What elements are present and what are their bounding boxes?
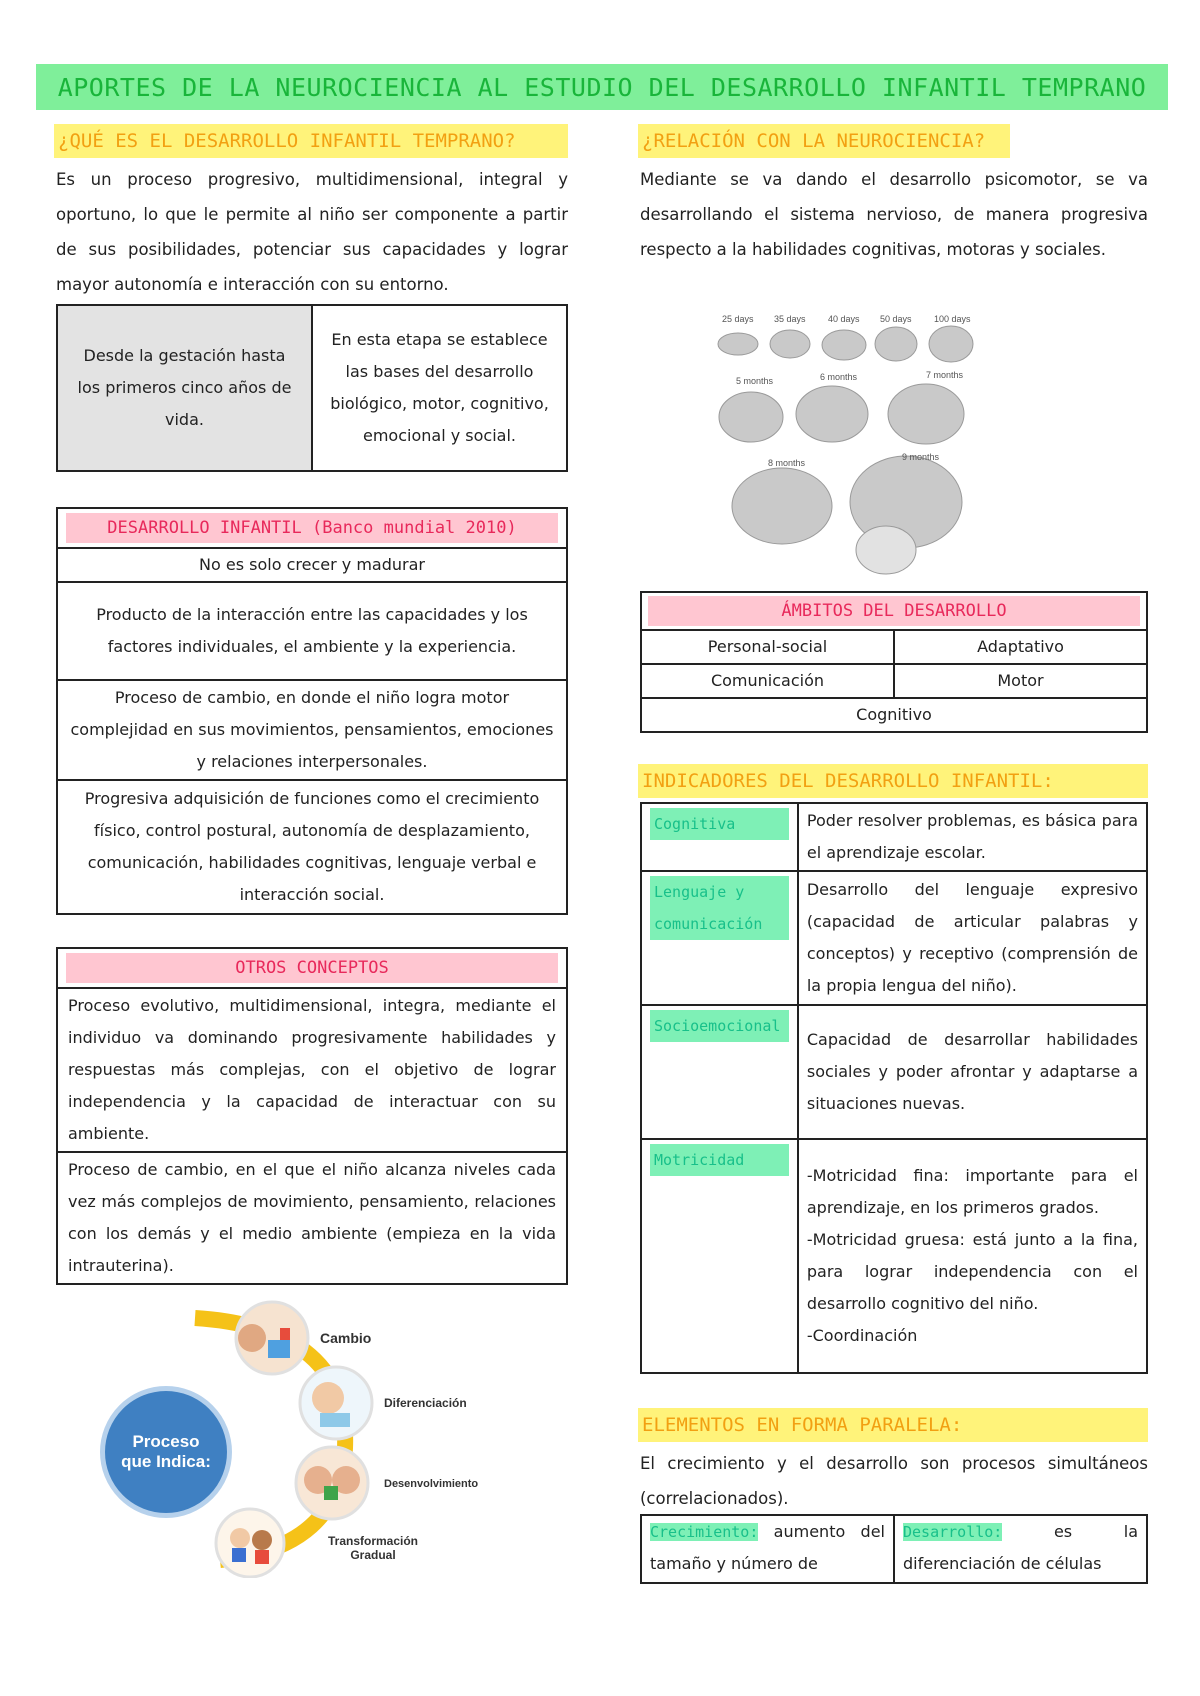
brain-label: 5 months xyxy=(736,376,774,386)
indicador-label: Cognitiva xyxy=(650,808,789,840)
brain-label: 8 months xyxy=(768,458,806,468)
crecimiento-label: Crecimiento: xyxy=(650,1523,759,1541)
table-row: No es solo crecer y madurar xyxy=(57,548,567,582)
indicador-label: Socioemocional xyxy=(650,1010,789,1042)
indicador-label: Motricidad xyxy=(650,1144,789,1176)
coordinacion: -Coordinación xyxy=(806,1326,918,1345)
indicador-label-cell xyxy=(641,1005,798,1139)
brain-label: 40 days xyxy=(828,314,860,324)
que-es-heading: ¿QUÉ ES EL DESARROLLO INFANTIL TEMPRANO? xyxy=(54,124,568,158)
table-row: Producto de la interacción entre las capacidades y los factores individuales, el ambiente y la experiencia. xyxy=(57,582,567,680)
proceso-item-transformacion: Transformación Gradual xyxy=(327,1534,419,1562)
proceso-item-diferenciacion: Diferenciación xyxy=(384,1396,467,1410)
indicador-label-cell xyxy=(641,1139,798,1373)
elementos-text: El crecimiento y el desarrollo son procesos simultáneos (correlacionados). xyxy=(640,1454,1148,1508)
relacion-text: Mediante se va dando el desarrollo psicomotor, se va desarrollando el sistema nervioso, de manera progresiva respecto a la habilidades cognitivas, motoras y sociales. xyxy=(640,170,1148,259)
brain-drawings xyxy=(716,310,1016,580)
indicador-label-cell xyxy=(641,871,798,1005)
indicadores-table xyxy=(640,802,1148,1374)
gestacion-cell: Desde la gestación hasta los primeros cinco años de vida. xyxy=(57,305,312,471)
ambito-comunicacion: Comunicación xyxy=(641,664,894,698)
table-row: Proceso evolutivo, multidimensional, integra, mediante el individuo va dominando progresivamente habilidades y respuestas más complejas, con el objetivo de lograr independencia y la capacidad de interactuar con su ambiente. xyxy=(57,988,567,1152)
indicador-text-motricidad xyxy=(798,1139,1147,1373)
indicador-label: Lenguaje y comunicación xyxy=(650,876,789,940)
proceso-item-cambio: Cambio xyxy=(320,1330,372,1346)
indicador-text: Desarrollo del lenguaje expresivo (capacidad de articular palabras y conceptos) y receptivo (comprensión de la propia lengua del niño). xyxy=(798,871,1147,1005)
indicadores-heading: INDICADORES DEL DESARROLLO INFANTIL: xyxy=(638,764,1148,798)
ambito-adaptativo: Adaptativo xyxy=(894,630,1147,664)
desarrollo-infantil-header xyxy=(57,508,567,548)
indicador-text: Poder resolver problemas, es básica para el aprendizaje escolar. xyxy=(798,803,1147,871)
desarrollo-infantil-table xyxy=(56,507,568,915)
proceso-center-label: Proceso que Indica: xyxy=(121,1432,211,1471)
otros-conceptos-table xyxy=(56,947,568,1285)
ambito-motor: Motor xyxy=(894,664,1147,698)
desarrollo-cell xyxy=(894,1515,1147,1583)
desarrollo-label: Desarrollo: xyxy=(903,1523,1003,1541)
desarrollo-text: es la diferenciación de células xyxy=(903,1522,1138,1573)
brain-label: 6 months xyxy=(820,372,858,382)
brain-label: 25 days xyxy=(722,314,754,324)
brain-label: 35 days xyxy=(774,314,806,324)
page-title: APORTES DE LA NEUROCIENCIA AL ESTUDIO DEL DESARROLLO INFANTIL TEMPRANO xyxy=(57,72,1147,102)
table-row: Progresiva adquisición de funciones como el crecimiento físico, control postural, autonomía de desplazamiento, comunicación, habilidades cognitivas, lenguaje verbal e interacción social. xyxy=(57,780,567,914)
proceso-diagram xyxy=(100,1298,479,1578)
brain-development-image xyxy=(716,310,1016,580)
gestacion-table xyxy=(56,304,568,472)
ambitos-table xyxy=(640,591,1148,733)
elementos-table xyxy=(640,1514,1148,1584)
elementos-heading: ELEMENTOS EN FORMA PARALELA: xyxy=(638,1408,1148,1442)
motricidad-gruesa: -Motricidad gruesa: está junto a la fina, para lograr independencia con el desarrollo cognitivo del niño. xyxy=(806,1230,1138,1313)
otros-conceptos-header xyxy=(57,948,567,988)
desarrollo-infantil-heading: DESARROLLO INFANTIL (Banco mundial 2010) xyxy=(66,513,558,543)
etapa-cell: En esta etapa se establece las bases del desarrollo biológico, motor, cognitivo, emocional y social. xyxy=(312,305,567,471)
brain-label: 100 days xyxy=(934,314,971,324)
brain-label: 7 months xyxy=(926,370,964,380)
ambitos-heading: ÁMBITOS DEL DESARROLLO xyxy=(648,596,1140,626)
brain-label: 9 months xyxy=(902,452,940,462)
ambito-cognitivo: Cognitivo xyxy=(641,698,1147,732)
otros-conceptos-heading: OTROS CONCEPTOS xyxy=(66,953,558,983)
relacion-heading: ¿RELACIÓN CON LA NEUROCIENCIA? xyxy=(638,124,1010,158)
table-row: Proceso de cambio, en donde el niño logra motor complejidad en sus movimientos, pensamientos, emociones y relaciones interpersonales. xyxy=(57,680,567,780)
table-row: Proceso de cambio, en el que el niño alcanza niveles cada vez más complejos de movimiento, pensamiento, relaciones con los demás y el medio ambiente (empieza en la vida intrauterina). xyxy=(57,1152,567,1284)
proceso-center-circle xyxy=(100,1386,232,1518)
motricidad-fina: -Motricidad fina: importante para el aprendizaje, en los primeros grados. xyxy=(806,1166,1138,1217)
crecimiento-text: aumento del tamaño y número de xyxy=(650,1522,885,1573)
crecimiento-cell xyxy=(641,1515,894,1583)
indicador-text: Capacidad de desarrollar habilidades sociales y poder afrontar y adaptarse a situaciones nuevas. xyxy=(798,1005,1147,1139)
proceso-item-desenvolvimiento: Desenvolvimiento xyxy=(384,1478,479,1490)
ambito-personal-social: Personal-social xyxy=(641,630,894,664)
indicador-label-cell xyxy=(641,803,798,871)
brain-label: 50 days xyxy=(880,314,912,324)
ambitos-header xyxy=(641,592,1147,630)
que-es-text: Es un proceso progresivo, multidimensional, integral y oportuno, lo que le permite al niño ser componente a partir de sus posibilidades, potenciar sus capacidades y lograr mayor autonomía e interacción con su entorno. xyxy=(56,170,568,294)
title-banner xyxy=(36,64,1168,110)
